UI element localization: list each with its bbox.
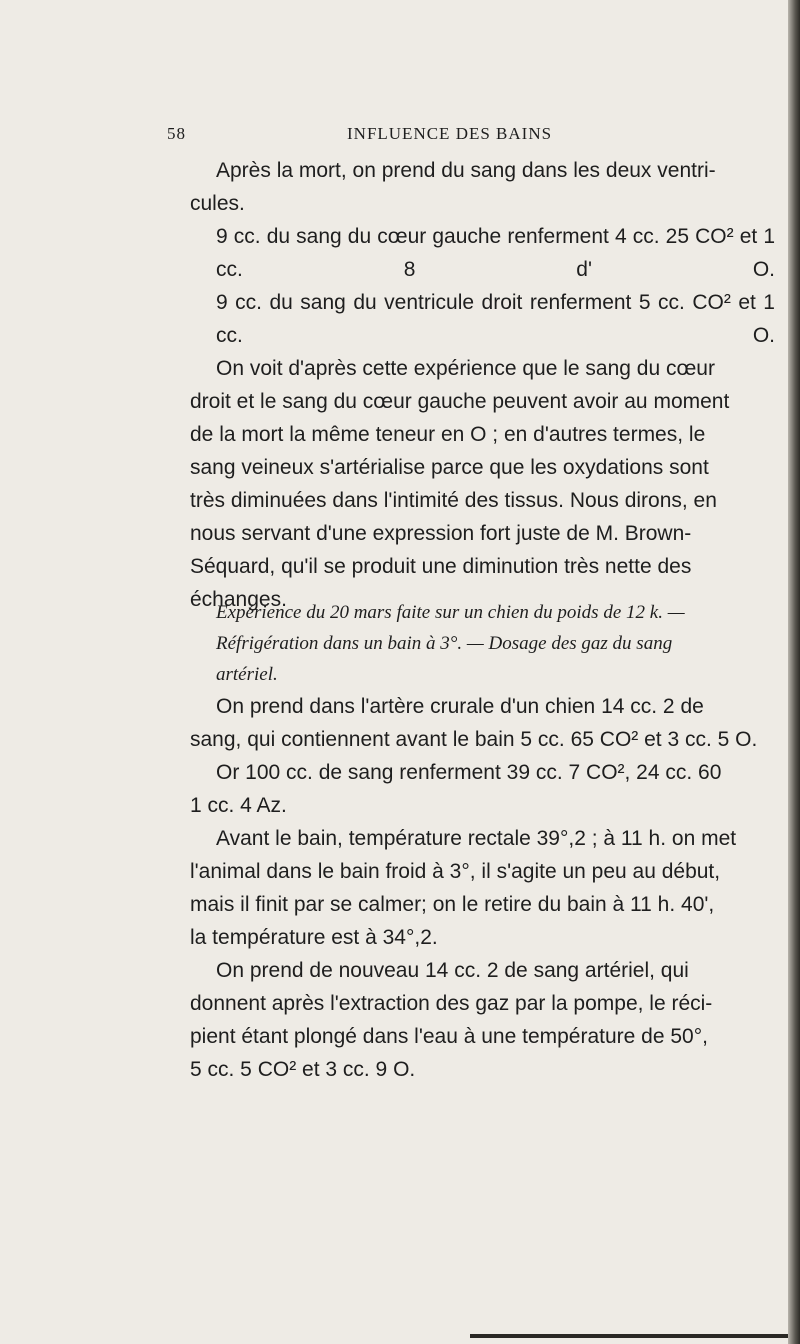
text-line: sang, qui contiennent avant le bain 5 cc. 65 CO² et 3 cc. 5 O. xyxy=(190,728,758,751)
text-line: droit et le sang du cœur gauche peuvent avoir au moment xyxy=(190,390,730,413)
text-line: sang veineux s'artérialise parce que les oxydations sont xyxy=(190,456,709,479)
page-number: 58 xyxy=(167,124,186,143)
paragraph-experiment xyxy=(190,690,775,1086)
text-line: échanges. xyxy=(190,588,287,611)
text-line: 5 cc. 5 CO² et 3 cc. 9 O. xyxy=(190,1058,416,1081)
paragraph-after-death xyxy=(190,154,775,616)
text-line: pient étant plongé dans l'eau à une température de 50°, xyxy=(190,1025,708,1048)
text-line: cules. xyxy=(190,192,245,215)
experiment-heading xyxy=(190,597,775,690)
text-line: Après la mort, on prend du sang dans les deux ventri- xyxy=(216,159,716,182)
text-line: Or 100 cc. de sang renferment 39 cc. 7 CO², 24 cc. 60 xyxy=(216,761,722,784)
text-line: On prend de nouveau 14 cc. 2 de sang artériel, qui xyxy=(216,959,689,982)
running-title: INFLUENCE DES BAINS xyxy=(347,124,553,143)
text-line: On voit d'après cette expérience que le sang du cœur xyxy=(216,357,715,380)
page-edge-shadow xyxy=(788,0,800,1344)
bottom-rule xyxy=(470,1334,788,1338)
text-line: l'animal dans le bain froid à 3°, il s'agite un peu au début, xyxy=(190,860,721,883)
text-line: de la mort la même teneur en O ; en d'autres termes, le xyxy=(190,423,706,446)
text-line: artériel. xyxy=(216,664,278,685)
text-line: On prend dans l'artère crurale d'un chien 14 cc. 2 de xyxy=(216,695,704,718)
running-head xyxy=(167,124,727,144)
text-line: donnent après l'extraction des gaz par la pompe, le réci- xyxy=(190,992,713,1015)
text-line: la température est à 34°,2. xyxy=(190,926,438,949)
text-line: mais il finit par se calmer; on le retire du bain à 11 h. 40', xyxy=(190,893,715,916)
text-line: Expérience du 20 mars faite sur un chien du poids de 12 k. — xyxy=(216,602,685,623)
text-line: 9 cc. du sang du ventricule droit renferment 5 cc. CO² et 1 cc. O. xyxy=(216,291,775,347)
text-line: 9 cc. du sang du cœur gauche renferment 4 cc. 25 CO² et 1 cc. 8 d' O. xyxy=(216,225,775,281)
text-line: nous servant d'une expression fort juste de M. Brown- xyxy=(190,522,692,545)
text-line: 1 cc. 4 Az. xyxy=(190,794,287,817)
text-line: très diminuées dans l'intimité des tissus. Nous dirons, en xyxy=(190,489,717,512)
text-line: Réfrigération dans un bain à 3°. — Dosage des gaz du sang xyxy=(216,633,673,654)
text-line: Avant le bain, température rectale 39°,2 ; à 11 h. on met xyxy=(216,827,737,850)
text-line: Séquard, qu'il se produit une diminution très nette des xyxy=(190,555,692,578)
